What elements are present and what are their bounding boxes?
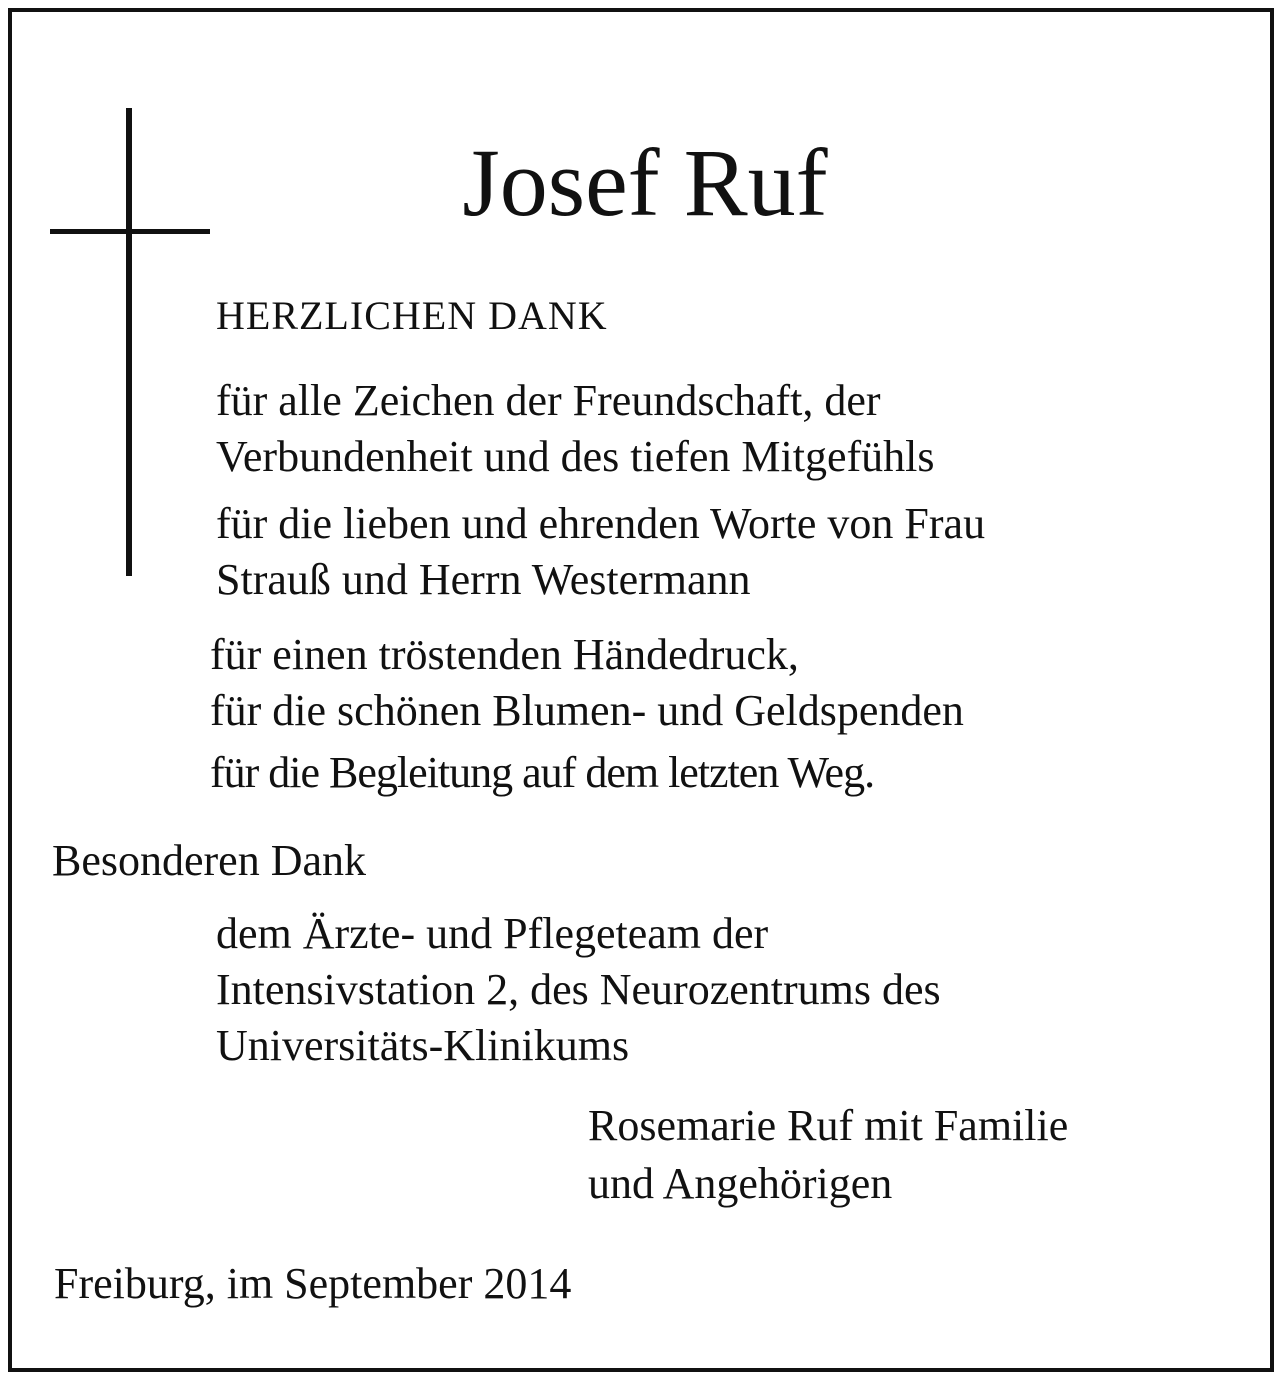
signature-line: Rosemarie Ruf mit Familie [588, 1101, 1069, 1150]
text-line: für alle Zeichen der Freundschaft, der [216, 376, 881, 425]
text-line: für die schönen Blumen- und Geldspenden [210, 686, 964, 735]
text-line: Strauß und Herrn Westermann [216, 555, 751, 604]
text-line: dem Ärzte- und Pflegeteam der [216, 909, 769, 958]
text-line: für die Begleitung auf dem letzten Weg. [210, 748, 875, 797]
special-thanks-heading: Besonderen Dank [52, 836, 367, 885]
deceased-name: Josef Ruf [462, 129, 828, 236]
place-date: Freiburg, im September 2014 [54, 1259, 572, 1308]
text-line: Verbundenheit und des tiefen Mitgefühls [216, 432, 935, 481]
thanks-heading: HERZLICHEN DANK [216, 293, 608, 338]
text-line: Universitäts-Klinikums [216, 1021, 630, 1070]
signature-line: und Angehörigen [588, 1159, 893, 1208]
text-line: für einen tröstenden Händedruck, [210, 630, 799, 679]
text-line: für die lieben und ehrenden Worte von Frau [216, 499, 986, 548]
text-line: Intensivstation 2, des Neurozentrums des [216, 965, 941, 1014]
